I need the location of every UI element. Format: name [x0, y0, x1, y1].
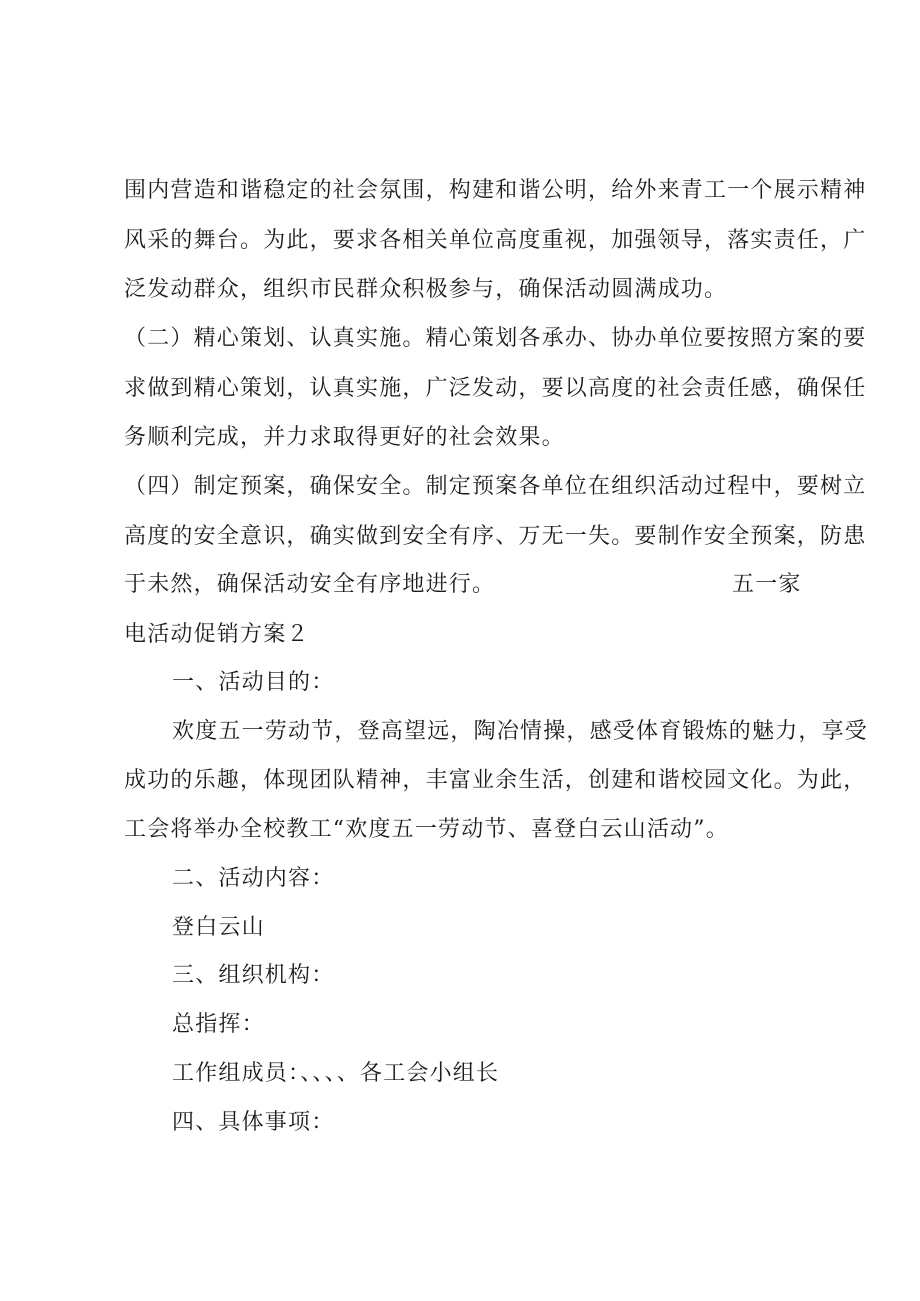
title-fragment-end: 电活动促销方案２ — [124, 622, 310, 647]
paragraph-3-line-3: 于未然，确保活动安全有序地进行。 — [124, 572, 496, 597]
paragraph-2-line-1: （二）精心策划、认真实施。精心策划各承办、协办单位要按照方案的要 — [124, 326, 867, 351]
section-heading-1: 一、活动目的： — [172, 670, 335, 695]
paragraph-1-line-3: 泛发动群众，组织市民群众积极参与，确保活动圆满成功。 — [124, 277, 728, 302]
section-2-body: 登白云山 — [172, 915, 265, 940]
paragraph-1-line-1: 围内营造和谐稳定的社会氛围，构建和谐公明，给外来青工一个展示精神 — [124, 178, 867, 203]
paragraph-3-line-1: （四）制定预案，确保安全。制定预案各单位在组织活动过程中，要树立 — [124, 474, 867, 499]
section-heading-2: 二、活动内容： — [172, 866, 335, 891]
section-heading-3: 三、组织机构： — [172, 963, 335, 988]
paragraph-1-line-2: 风采的舞台。为此，要求各相关单位高度重视，加强领导，落实责任，广 — [124, 228, 867, 253]
section-3-members: 工作组成员：、、、、各工会小组长 — [172, 1061, 500, 1086]
paragraph-3-line-2: 高度的安全意识，确实做到安全有序、万无一失。要制作安全预案，防患 — [124, 524, 867, 549]
paragraph-2-line-3: 务顺利完成，并力求取得更好的社会效果。 — [124, 425, 565, 450]
section-3-commander: 总指挥： — [172, 1012, 265, 1037]
section-1-body-line-2: 成功的乐趣，体现团队精神，丰富业余生活，创建和谐校园文化。为此， — [124, 768, 867, 793]
title-fragment-start: 五一家 — [732, 572, 802, 597]
paragraph-2-line-2: 求做到精心策划，认真实施，广泛发动，要以高度的社会责任感，确保任 — [124, 376, 867, 401]
section-1-body-line-3: 工会将举办全校教工“欢度五一劳动节、喜登白云山活动”。 — [124, 817, 729, 842]
section-heading-4: 四、具体事项： — [172, 1110, 335, 1135]
section-1-body-line-1: 欢度五一劳动节，登高望远，陶冶情操，感受体育锻炼的魅力，享受 — [172, 719, 869, 744]
